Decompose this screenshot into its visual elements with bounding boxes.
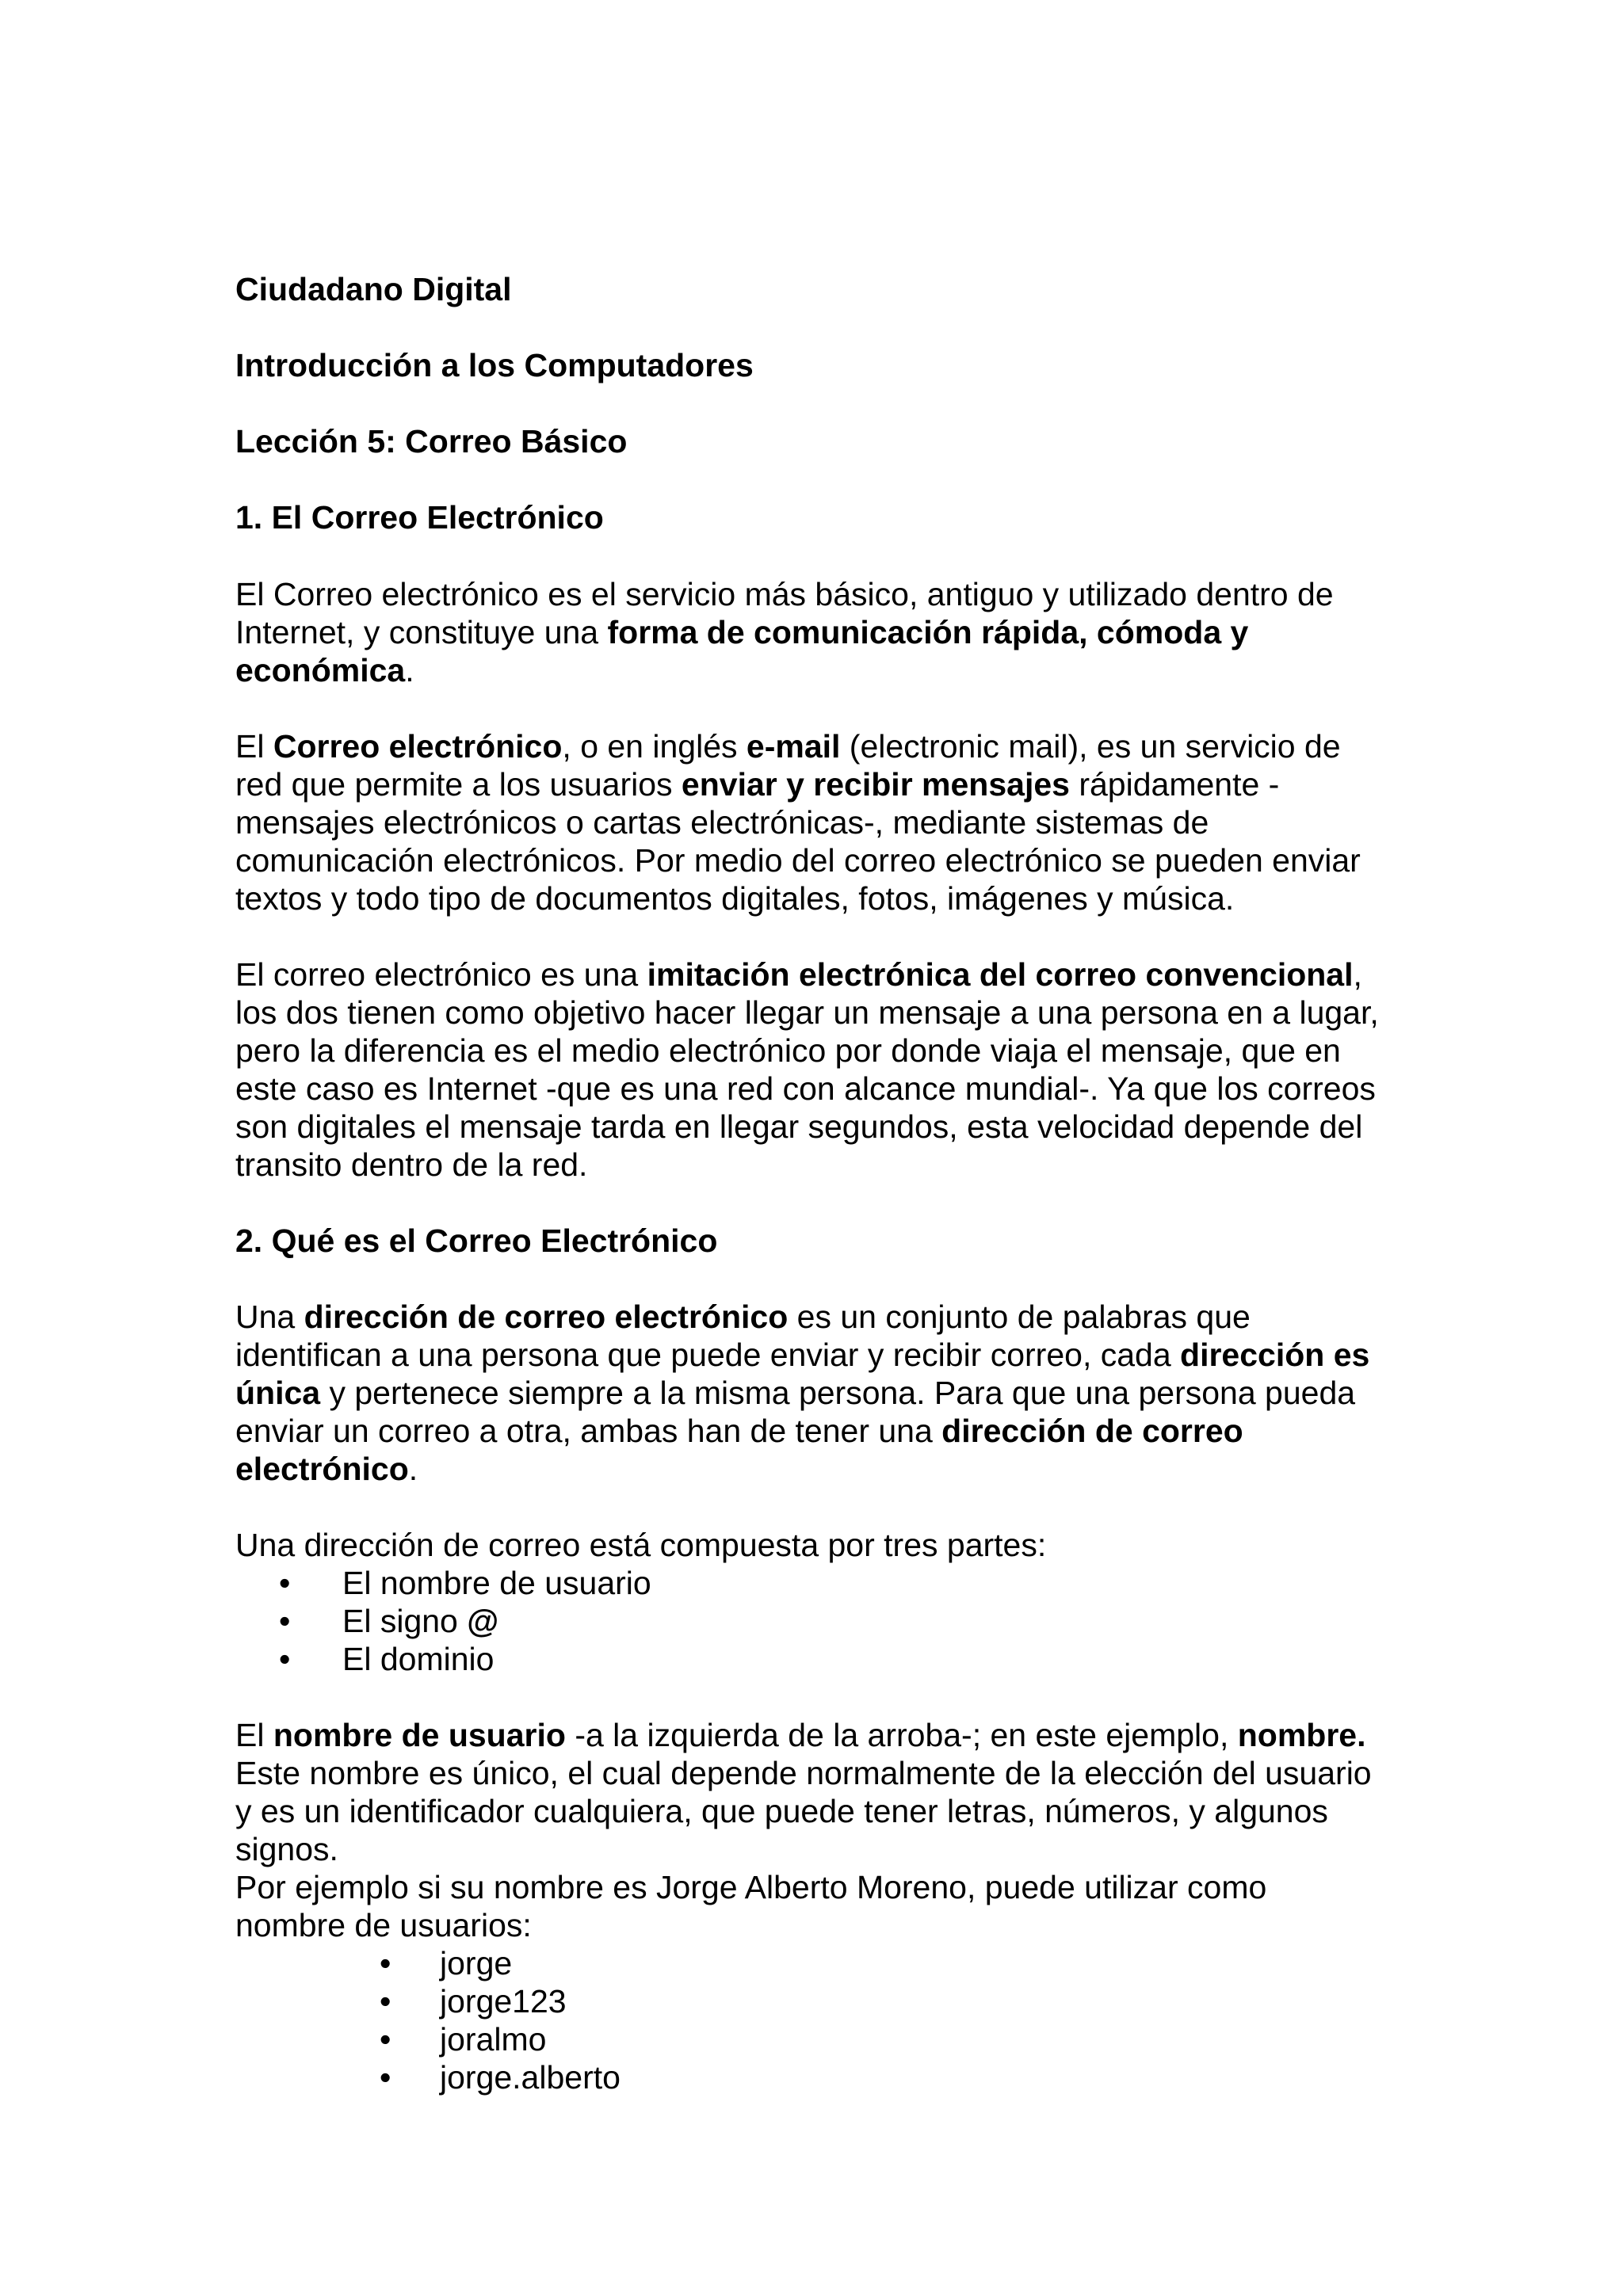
text-run: -a la izquierda de la arroba-; en este ejemplo,: [565, 1717, 1238, 1753]
text-run: identifican a una persona que puede enviar y recibir correo, cada: [235, 1337, 1181, 1373]
bold-run: económica: [235, 652, 406, 688]
bold-run: Correo electrónico: [273, 728, 563, 765]
text-run: (electronic mail), es un servicio de: [840, 728, 1341, 765]
bold-run: dirección es: [1180, 1337, 1370, 1373]
parts-intro: Una dirección de correo está compuesta por tres partes:: [235, 1527, 1047, 1563]
list-item-text: El nombre de usuario: [342, 1565, 651, 1601]
paragraph-line: [235, 955, 1362, 994]
section-2-heading: 2. Qué es el Correo Electrónico: [235, 1222, 718, 1259]
paragraph-line: [235, 1374, 1355, 1412]
paragraph-line: nombre de usuarios:: [235, 1907, 532, 1943]
bold-run: enviar y recibir mensajes: [681, 766, 1070, 803]
bullet-icon: •: [279, 1565, 291, 1601]
bold-run: nombre.: [1237, 1717, 1366, 1753]
bold-run: imitación electrónica del correo convencional: [647, 956, 1354, 993]
bold-run: e-mail: [746, 728, 841, 765]
list-item-text: El dominio: [342, 1641, 495, 1677]
paragraph-line: son digitales el mensaje tarda en llegar segundos, esta velocidad depende del: [235, 1108, 1363, 1145]
text-run: .: [408, 1451, 418, 1487]
list-item-text: joralmo: [440, 2021, 547, 2058]
text-run: El Correo electrónico es el servicio más básico, antiguo y utilizado dentro de: [235, 576, 1334, 612]
paragraph-line: [235, 651, 414, 689]
list-item-text: jorge: [440, 1945, 513, 1981]
text-run: y pertenece siempre a la misma persona. Para que una persona pueda: [320, 1375, 1356, 1411]
paragraph-line: [235, 613, 1248, 651]
paragraph-line: [235, 1450, 418, 1488]
list-item-text: jorge.alberto: [440, 2059, 621, 2096]
paragraph-line: signos.: [235, 1831, 338, 1867]
doc-title-module: Introducción a los Computadores: [235, 347, 754, 383]
paragraph-line: [235, 1716, 1365, 1754]
bold-run: electrónico: [235, 1451, 409, 1487]
bullet-icon: •: [279, 1603, 291, 1639]
text-run: El signo: [342, 1603, 468, 1639]
paragraph-line: Este nombre es único, el cual depende normalmente de la elección del usuario: [235, 1755, 1372, 1791]
bold-run: forma de comunicación rápida, cómoda y: [607, 614, 1249, 650]
bullet-icon: •: [380, 1945, 391, 1981]
paragraph-line: Por ejemplo si su nombre es Jorge Alberto Moreno, puede utilizar como: [235, 1869, 1267, 1905]
bold-run: dirección de correo: [941, 1413, 1243, 1449]
paragraph-line: pero la diferencia es el medio electrónico por donde viaja el mensaje, que en: [235, 1032, 1341, 1069]
text-run: Internet, y constituye una: [235, 614, 608, 650]
paragraph-line: transito dentro de la red.: [235, 1146, 588, 1183]
paragraph-line: [235, 727, 1341, 765]
bold-run: dirección de correo electrónico: [304, 1299, 789, 1335]
text-run: ,: [1353, 956, 1362, 993]
paragraph-line: este caso es Internet -que es una red con alcance mundial-. Ya que los correos: [235, 1070, 1376, 1107]
paragraph-line: textos y todo tipo de documentos digitales, fotos, imágenes y música.: [235, 880, 1235, 917]
bullet-icon: •: [380, 1983, 391, 2019]
paragraph-line: [235, 1412, 1243, 1450]
bullet-icon: •: [380, 2021, 391, 2058]
bold-run: única: [235, 1375, 321, 1411]
bullet-icon: •: [380, 2059, 391, 2096]
list-item-text: [342, 1602, 498, 1640]
doc-title-lesson: Lección 5: Correo Básico: [235, 423, 628, 460]
paragraph-line: [235, 575, 1334, 613]
text-run: , o en inglés: [562, 728, 747, 765]
paragraph-line: mensajes electrónicos o cartas electrónicas-, mediante sistemas de: [235, 804, 1209, 841]
bullet-icon: •: [279, 1641, 291, 1677]
paragraph-line: los dos tienen como objetivo hacer llegar un mensaje a una persona en a lugar,: [235, 994, 1379, 1031]
paragraph-line: comunicación electrónicos. Por medio del correo electrónico se pueden enviar: [235, 842, 1361, 879]
paragraph-line: [235, 1336, 1369, 1374]
text-run: rápidamente -: [1069, 766, 1280, 803]
text-run: El correo electrónico es una: [235, 956, 647, 993]
doc-title-course: Ciudadano Digital: [235, 271, 512, 307]
bold-run: nombre de usuario: [273, 1717, 566, 1753]
text-run: .: [405, 652, 414, 688]
paragraph-line: [235, 1298, 1251, 1336]
paragraph-line: [235, 765, 1279, 803]
text-run: red que permite a los usuarios: [235, 766, 682, 803]
bold-run: @: [467, 1603, 499, 1639]
list-item-text: jorge123: [440, 1983, 567, 2019]
text-run: El: [235, 1717, 273, 1753]
text-run: Una: [235, 1299, 304, 1335]
text-run: es un conjunto de palabras que: [788, 1299, 1251, 1335]
paragraph-line: y es un identificador cualquiera, que puede tener letras, números, y algunos: [235, 1793, 1328, 1829]
text-run: enviar un correo a otra, ambas han de tener una: [235, 1413, 942, 1449]
text-run: El: [235, 728, 273, 765]
section-1-heading: 1. El Correo Electrónico: [235, 499, 604, 536]
